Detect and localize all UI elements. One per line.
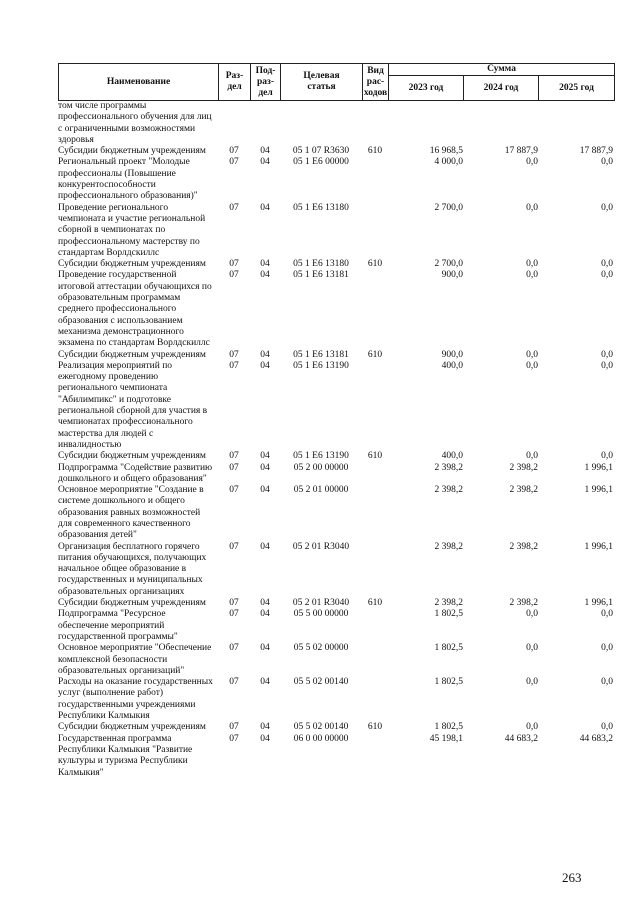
row-name: Реализация мероприятий по ежегодному проведению регионального чемпионата "Абилимпикс" и подготовке региональной сборной для участия в чемпионатах профессионального мастерства для людей с инвалидностью — [58, 360, 208, 450]
header-podrazdel: Под- раз- дел — [251, 64, 281, 101]
row-podrazdel: 04 — [260, 643, 270, 654]
row-celevaya: 05 1 Е6 13180 — [293, 202, 349, 213]
row-vid: 610 — [367, 722, 383, 733]
row-sum-2025: 1 996,1 — [584, 541, 613, 552]
header-razdel: Раз- дел — [219, 64, 251, 101]
table-row — [58, 451, 614, 462]
header-2025: 2025 год — [539, 76, 615, 101]
row-name: Основное мероприятие "Обеспечение комплексной безопасности образовательных организаций" — [58, 643, 212, 676]
row-sum-2025: 0,0 — [601, 157, 613, 168]
row-sum-2023: 400,0 — [441, 451, 463, 462]
row-sum-2023: 900,0 — [441, 270, 463, 281]
row-celevaya: 05 2 01 R3040 — [292, 598, 350, 609]
row-sum-2023: 1 802,5 — [434, 609, 463, 620]
row-celevaya: 05 5 00 00000 — [293, 609, 349, 620]
row-sum-2024: 17 887,9 — [504, 146, 538, 157]
row-sum-2025: 1 996,1 — [584, 462, 613, 473]
row-celevaya: 05 2 01 R3040 — [292, 541, 350, 552]
row-sum-2025: 1 996,1 — [584, 485, 613, 496]
row-sum-2025: 0,0 — [601, 722, 613, 733]
row-razdel: 07 — [229, 202, 239, 213]
row-sum-2024: 2 398,2 — [509, 485, 538, 496]
row-sum-2024: 0,0 — [526, 270, 538, 281]
row-sum-2025: 0,0 — [601, 202, 613, 213]
row-vid: 610 — [367, 451, 383, 462]
row-sum-2023: 2 398,2 — [434, 485, 463, 496]
row-razdel: 07 — [229, 462, 239, 473]
row-celevaya: 05 1 Е6 00000 — [293, 157, 349, 168]
row-podrazdel: 04 — [260, 146, 270, 157]
row-podrazdel: 04 — [260, 462, 270, 473]
row-podrazdel: 04 — [260, 609, 270, 620]
row-celevaya: 05 1 Е6 13180 — [293, 259, 349, 270]
row-name: Субсидии бюджетным учреждениям — [58, 146, 206, 157]
row-name: Расходы на оказание государственных услуг (выполнение работ) государственными учреждениями Республики Калмыкия — [58, 677, 213, 722]
row-vid: 610 — [367, 349, 383, 360]
row-name: Субсидии бюджетным учреждениям — [58, 349, 206, 360]
row-celevaya: 05 5 02 00000 — [293, 643, 349, 654]
row-celevaya: 05 1 Е6 13181 — [293, 349, 349, 360]
table-row — [58, 609, 614, 643]
row-sum-2023: 2 398,2 — [434, 541, 463, 552]
row-razdel: 07 — [229, 349, 239, 360]
row-podrazdel: 04 — [260, 360, 270, 371]
row-podrazdel: 04 — [260, 598, 270, 609]
row-name: Субсидии бюджетным учреждениям — [58, 598, 206, 609]
row-sum-2025: 0,0 — [601, 451, 613, 462]
row-sum-2024: 0,0 — [526, 157, 538, 168]
table-row — [58, 542, 614, 598]
row-podrazdel: 04 — [260, 451, 270, 462]
row-podrazdel: 04 — [260, 157, 270, 168]
row-name: том числе программы профессионального обучения для лиц с ограниченными возможностями здоровья — [58, 101, 212, 145]
row-sum-2023: 45 198,1 — [429, 733, 463, 744]
row-sum-2025: 0,0 — [601, 349, 613, 360]
row-sum-2024: 0,0 — [526, 722, 538, 733]
row-sum-2024: 0,0 — [526, 202, 538, 213]
table-row — [58, 101, 614, 146]
table-row — [58, 270, 614, 349]
row-sum-2023: 1 802,5 — [434, 722, 463, 733]
header-celevaya: Целевая статья — [281, 64, 363, 101]
row-podrazdel: 04 — [260, 259, 270, 270]
row-razdel: 07 — [229, 485, 239, 496]
table-row — [58, 485, 614, 541]
table-row — [58, 677, 614, 722]
row-razdel: 07 — [229, 598, 239, 609]
header-summa: Сумма — [389, 64, 615, 76]
table-row — [58, 146, 614, 157]
row-name: Субсидии бюджетным учреждениям — [58, 722, 206, 733]
row-podrazdel: 04 — [260, 270, 270, 281]
header-2024: 2024 год — [464, 76, 539, 101]
row-sum-2024: 44 683,2 — [504, 733, 538, 744]
row-razdel: 07 — [229, 157, 239, 168]
row-name: Субсидии бюджетным учреждениям — [58, 259, 206, 270]
table-row — [58, 722, 614, 733]
header-2023: 2023 год — [389, 76, 464, 101]
row-podrazdel: 04 — [260, 733, 270, 744]
row-sum-2024: 0,0 — [526, 643, 538, 654]
row-sum-2024: 0,0 — [526, 451, 538, 462]
table-row — [58, 203, 614, 259]
row-celevaya: 06 0 00 00000 — [293, 733, 349, 744]
row-sum-2024: 2 398,2 — [509, 598, 538, 609]
row-sum-2024: 2 398,2 — [509, 462, 538, 473]
row-sum-2024: 0,0 — [526, 609, 538, 620]
header-vid: Вид рас- ходов — [363, 64, 389, 101]
row-sum-2025: 17 887,9 — [579, 146, 613, 157]
row-razdel: 07 — [229, 451, 239, 462]
row-vid: 610 — [367, 146, 383, 157]
row-name: Организация бесплатного горячего питания обучающихся, получающих начальное общее образование в государственных и муниципальных образовательных организациях — [58, 541, 207, 597]
row-sum-2024: 2 398,2 — [509, 541, 538, 552]
row-celevaya: 05 1 Е6 13190 — [293, 451, 349, 462]
row-sum-2025: 0,0 — [601, 677, 613, 688]
table-header — [58, 63, 615, 101]
row-sum-2025: 0,0 — [601, 259, 613, 270]
table-row — [58, 598, 614, 609]
row-podrazdel: 04 — [260, 677, 270, 688]
row-celevaya: 05 1 Е6 13190 — [293, 360, 349, 371]
row-sum-2023: 1 802,5 — [434, 643, 463, 654]
row-name: Проведение регионального чемпионата и участие региональной сборной в чемпионатах по профессиональному мастерству по стандартам Ворлдскиллс — [58, 202, 206, 258]
row-celevaya: 05 2 01 00000 — [293, 485, 349, 496]
row-razdel: 07 — [229, 259, 239, 270]
row-razdel: 07 — [229, 677, 239, 688]
row-sum-2025: 0,0 — [601, 360, 613, 371]
row-name: Основное мероприятие "Создание в системе дошкольного и общего образования равных возможностей для современного качественного образования детей" — [58, 485, 204, 541]
row-sum-2025: 1 996,1 — [584, 598, 613, 609]
row-name: Государственная программа Республики Калмыкия "Развитие культуры и туризма Республики Калмыкия" — [58, 733, 193, 778]
row-celevaya: 05 2 00 00000 — [293, 462, 349, 473]
row-vid: 610 — [367, 598, 383, 609]
row-celevaya: 05 1 07 R3630 — [292, 146, 350, 157]
row-name: Региональный проект "Молодые профессионалы (Повышение конкурентоспособности профессионального образования)" — [58, 157, 198, 202]
row-name: Подпрограмма "Содействие развитию дошкольного и общего образования" — [58, 462, 213, 484]
row-podrazdel: 04 — [260, 202, 270, 213]
row-sum-2023: 400,0 — [441, 360, 463, 371]
row-sum-2023: 4 000,0 — [434, 157, 463, 168]
row-razdel: 07 — [229, 270, 239, 281]
row-podrazdel: 04 — [260, 485, 270, 496]
row-celevaya: 05 5 02 00140 — [293, 677, 349, 688]
row-sum-2024: 0,0 — [526, 259, 538, 270]
table-body — [58, 101, 614, 779]
row-sum-2024: 0,0 — [526, 360, 538, 371]
row-sum-2025: 0,0 — [601, 270, 613, 281]
table-row — [58, 361, 614, 451]
row-sum-2023: 1 802,5 — [434, 677, 463, 688]
table-row — [58, 463, 614, 486]
table-row — [58, 157, 614, 202]
row-vid: 610 — [367, 259, 383, 270]
row-razdel: 07 — [229, 541, 239, 552]
row-sum-2023: 900,0 — [441, 349, 463, 360]
row-razdel: 07 — [229, 360, 239, 371]
row-podrazdel: 04 — [260, 349, 270, 360]
row-razdel: 07 — [229, 609, 239, 620]
row-sum-2025: 0,0 — [601, 609, 613, 620]
row-razdel: 07 — [229, 643, 239, 654]
table-row — [58, 350, 614, 361]
row-celevaya: 05 1 Е6 13181 — [293, 270, 349, 281]
row-name: Подпрограмма "Ресурсное обеспечение мероприятий государственной программы" — [58, 609, 178, 642]
row-sum-2025: 0,0 — [601, 643, 613, 654]
row-sum-2025: 44 683,2 — [579, 733, 613, 744]
table-row — [58, 643, 614, 677]
row-sum-2023: 2 700,0 — [434, 202, 463, 213]
row-podrazdel: 04 — [260, 541, 270, 552]
table-row — [58, 734, 614, 779]
header-name: Наименование — [59, 64, 219, 101]
row-name: Проведение государственной итоговой аттестации обучающихся по образовательным программам среднего профессионального образования с использованием механизма демонстрационного экзамена по стандартам Ворлдскиллс — [58, 270, 212, 349]
row-podrazdel: 04 — [260, 722, 270, 733]
row-sum-2023: 16 968,5 — [429, 146, 463, 157]
table-row — [58, 259, 614, 270]
row-sum-2024: 0,0 — [526, 349, 538, 360]
row-celevaya: 05 5 02 00140 — [293, 722, 349, 733]
page-number: 263 — [562, 870, 582, 885]
row-sum-2023: 2 700,0 — [434, 259, 463, 270]
row-razdel: 07 — [229, 146, 239, 157]
row-razdel: 07 — [229, 733, 239, 744]
row-name: Субсидии бюджетным учреждениям — [58, 451, 206, 462]
row-razdel: 07 — [229, 722, 239, 733]
row-sum-2023: 2 398,2 — [434, 598, 463, 609]
row-sum-2024: 0,0 — [526, 677, 538, 688]
row-sum-2023: 2 398,2 — [434, 462, 463, 473]
